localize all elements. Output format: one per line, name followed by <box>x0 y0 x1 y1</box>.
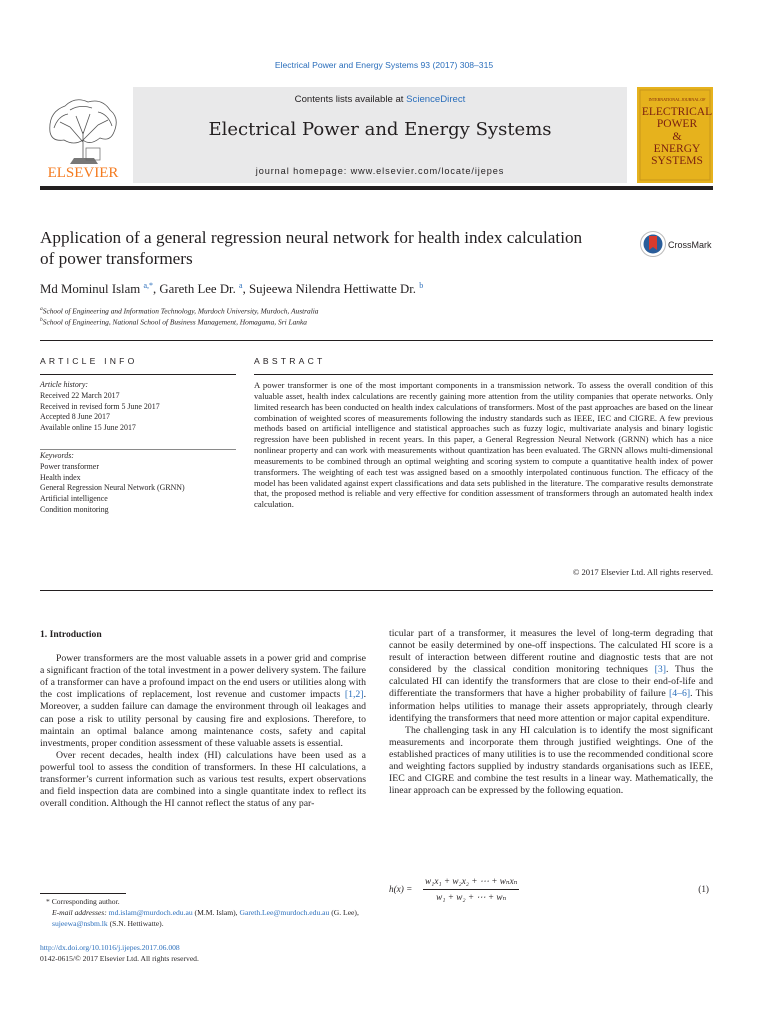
keyword-item: Health index <box>40 472 81 482</box>
email-link[interactable]: md.islam@murdoch.edu.au <box>108 908 193 917</box>
elsevier-wordmark: ELSEVIER <box>47 165 119 180</box>
doi-block <box>40 942 199 964</box>
contents-line <box>133 94 627 105</box>
header-rule <box>40 186 713 190</box>
author-affiliation-mark[interactable]: b <box>419 281 424 290</box>
author-affiliation-mark[interactable]: a <box>239 281 243 290</box>
paragraph <box>389 628 713 725</box>
journal-citation[interactable]: Electrical Power and Energy Systems 93 (2017) 308–315 <box>274 60 494 70</box>
equation-1 <box>389 876 713 908</box>
paragraph <box>40 653 366 750</box>
email-note: (M.M. Islam), <box>192 908 240 917</box>
author-name: Md Mominul Islam <box>40 282 141 296</box>
equation-number: (1) <box>698 884 709 894</box>
section-heading: 1. Introduction <box>40 629 102 640</box>
journal-homepage[interactable]: journal homepage: www.elsevier.com/locate/ijepes <box>255 166 505 176</box>
keyword-item: Power transformer <box>40 461 99 471</box>
paragraph-text: . Thus the calculated HI can identify the transformers that are close to their end-of-life and differentiate the transformers that have a higher probability of failure <box>389 664 713 700</box>
equation-lhs: h(x) = <box>389 884 413 894</box>
author-name: Sujeewa Nilendra Hettiwatte Dr. <box>248 282 416 296</box>
paragraph-text: Power transformers are the most valuable assets in a power grid and comprise a significant fraction of the total investment in a power delivery system. The failure of a transformer can have a profound impact on the end users or utilities along with the cost implications of replacement, lost revenue and customer impacts <box>40 653 366 701</box>
affiliation-a-text: School of Engineering and Information Technology, Murdoch University, Murdoch, Australia <box>42 306 319 316</box>
footnote-rule <box>40 893 126 894</box>
crossmark-badge[interactable] <box>639 230 729 258</box>
abstract-rule <box>254 374 713 375</box>
history-label: Article history: <box>40 380 88 389</box>
crossmark-label: CrossMark <box>668 240 712 250</box>
title-rule <box>40 340 713 341</box>
keyword-item: General Regression Neural Network (GRNN) <box>40 483 185 493</box>
history-item: Received in revised form 5 June 2017 <box>40 401 160 411</box>
author-list <box>40 281 423 297</box>
abstract-heading: ABSTRACT <box>254 356 326 366</box>
article-history <box>40 380 236 434</box>
journal-cover[interactable] <box>637 87 713 183</box>
keywords <box>40 451 236 516</box>
article-info-heading: ARTICLE INFO <box>40 356 138 366</box>
keyword-item: Condition monitoring <box>40 504 109 514</box>
author-name: Gareth Lee Dr. <box>159 282 236 296</box>
email-label: E-mail addresses: <box>52 908 107 917</box>
abstract-rule-bottom <box>40 590 713 591</box>
affiliation-a: $^a$School of Engineering and Information Technology, Murdoch University, Murdoch, Australia <box>40 306 319 316</box>
contents-prefix: Contents lists available at <box>294 94 407 105</box>
elsevier-logo <box>40 92 126 180</box>
paragraph: The challenging task in any HI calculation is to identify the most significant measurements and incorporate them through justified weightings. One of the established practices of many utilities is to use the recommended conditional score and weighting factors supplied by industry standards organisations such as IEEE, IEC and CIGRE and combine the test results in a linear way. Mathematically, the linear approach can be expressed by the following equation. <box>389 724 713 797</box>
affiliation-b-text: School of Engineering, National School of Business Management, Homagama, Sri Lanka <box>42 317 307 327</box>
email-addresses <box>40 907 366 929</box>
citation-link[interactable]: [3] <box>654 664 666 676</box>
keyword-item: Artificial intelligence <box>40 494 108 504</box>
journal-title: Electrical Power and Energy Systems <box>208 119 552 140</box>
cover-line-5: ENERGY <box>653 143 701 155</box>
history-item: Accepted 8 June 2017 <box>40 412 110 422</box>
article-title: Application of a general regression neural network for health index calculation of power transformers <box>40 228 583 268</box>
corresponding-author-note: * Corresponding author. <box>46 897 120 906</box>
email-link[interactable]: Gareth.Lee@murdoch.edu.au <box>239 908 330 917</box>
author-separator: , <box>153 282 160 296</box>
history-item: Received 22 March 2017 <box>40 390 120 400</box>
keywords-rule <box>40 449 236 450</box>
cover-line-6: SYSTEMS <box>651 155 703 167</box>
cover-line-1: INTERNATIONAL JOURNAL OF <box>648 97 706 102</box>
cover-line-3: POWER <box>656 118 698 130</box>
body-right-column <box>389 628 713 797</box>
abstract-copyright: © 2017 Elsevier Ltd. All rights reserved. <box>572 567 713 577</box>
issn-line: 0142-0615/© 2017 Elsevier Ltd. All rights reserved. <box>40 954 199 963</box>
author-separator: , <box>242 282 249 296</box>
equation-denominator: w₁ + w₂ + ⋯ + wₙ <box>436 892 507 902</box>
paragraph-text: . This information helps utilities to manage their assets appropriately, through clearly identifying the transformers that need more attention or major capital expenditure. <box>389 688 713 724</box>
paragraph: Over recent decades, health index (HI) calculations have been used as a powerful tool to assess the condition of transformers. In these HI calculations, a transformer’s current information such as various test results, expert observations and field inspection data are combined into a single quantitate index to reflect its overall condition. Although the HI cannot reflect the status of any par- <box>40 749 366 810</box>
keywords-label: Keywords: <box>40 451 74 460</box>
citation-link[interactable]: [1,2] <box>344 689 364 701</box>
footnotes <box>40 896 366 929</box>
equation-numerator: w₁x₁ + w₂x₂ + ⋯ + wₙxₙ <box>423 876 519 890</box>
article-info-rule <box>40 374 236 375</box>
email-note: (S.N. Hettiwatte). <box>107 919 164 928</box>
affiliation-b: $^b$School of Engineering, National School of Business Management, Homagama, Sri Lanka <box>40 317 307 327</box>
cover-line-4: & <box>672 129 682 143</box>
email-note: (G. Lee), <box>329 908 359 917</box>
sciencedirect-link[interactable]: ScienceDirect <box>406 94 466 105</box>
citation-link[interactable]: [4–6] <box>668 688 691 700</box>
history-item: Available online 15 June 2017 <box>40 423 136 433</box>
paragraph-text: ticular part of a transformer, it measures the level of long-term degrading that cannot be easily determined by one-off inspections. The calculated HI score is a result of interaction between different routine and diagnostic tests that are not considered by the classical condition monitoring techniques <box>389 628 713 676</box>
cover-line-2: ELECTRICAL <box>641 106 713 118</box>
author-affiliation-mark[interactable]: a,* <box>143 281 154 290</box>
body-left-column <box>40 629 366 810</box>
email-link[interactable]: sujeewa@nsbm.lk <box>52 919 108 928</box>
paragraph-text: . Moreover, a sudden failure can damage the environment through oil leakages and can pose a risk to utility personal by causing fire and explosions. Therefore, to maintain an optimal balance among maintenance costs, safety and capital investments, proper condition assessment of these valuable assets is essential. <box>40 689 366 749</box>
doi-link[interactable]: http://dx.doi.org/10.1016/j.ijepes.2017.06.008 <box>40 943 180 952</box>
abstract-text: A power transformer is one of the most important components in a transmission network. To assess the overall condition of this valuable asset, health index calculations are recently gaining more attention from the utility companies that operate networks. Only limited research has been conducted on health index calculations of transformers. Most of the past approaches are based on the linear combination of weighted scores of measurements following the industry standards such as IEEE, IEC and CIGRE. A few previous methods based on artificial intelligence and statistical approaches such as fuzzy logic, multivariate analysis and binary logistic regression have been published in recent years. In this paper, a General Regression Neural Network (GRNN) which has a nice nonlinear property and can work with measurements without quantization has been evaluated. The GRNN allows multi-dimensional measurements to be combined through an optimal weighting and scoring system to compute a quantitative health index of power transformers. The weighting of each test was assigned based on a smoothly interpolated continuous function. The efficacy of the model has been validated against expert classifications and data sets published in the literature. The comparative results demonstrate that, the proposed method is reliable and very effective for condition assessment of transformers through an automated health index calculation. <box>254 380 713 510</box>
